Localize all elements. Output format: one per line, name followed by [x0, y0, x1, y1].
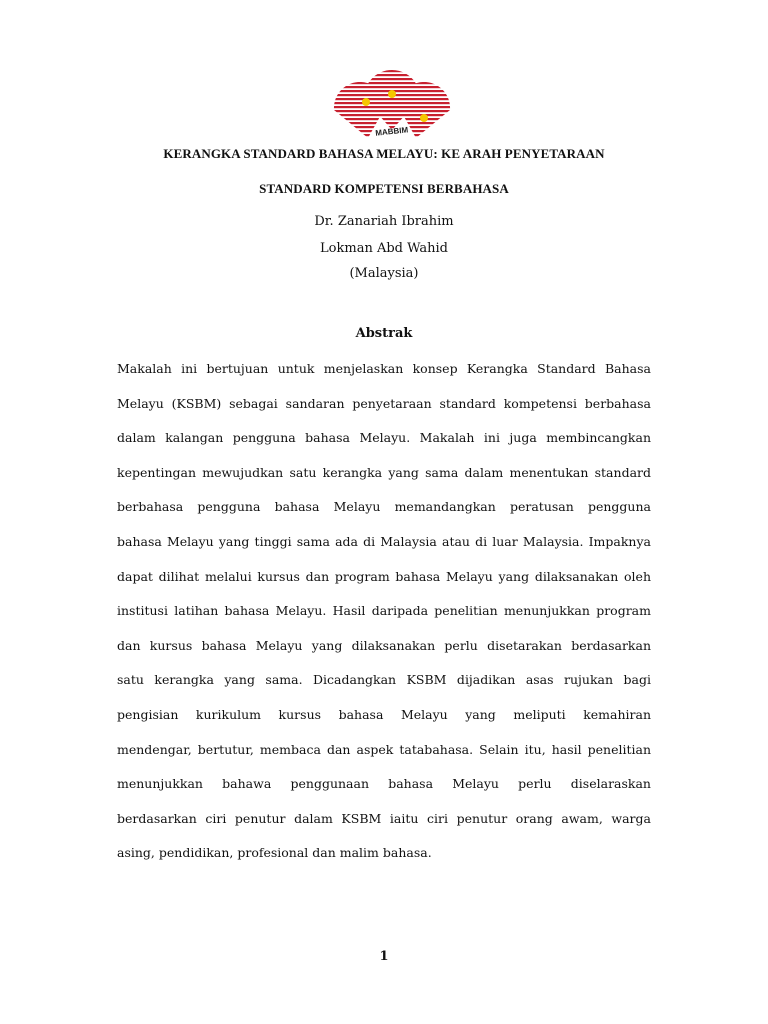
- abstract-line: dapat dilihat melalui kursus dan program bahasa Melayu yang dilaksanakan oleh: [117, 568, 651, 584]
- abstract-line: kepentingan mewujudkan satu kerangka yang sama dalam menentukan standard: [117, 464, 651, 480]
- abstract-body: [117, 358, 651, 877]
- page-number: 1: [379, 949, 389, 964]
- abstract-line: Melayu (KSBM) sebagai sandaran penyetaraan standard kompetensi berbahasa: [117, 395, 651, 411]
- abstract-line: Makalah ini bertujuan untuk menjelaskan konsep Kerangka Standard Bahasa: [117, 361, 651, 376]
- author-country: (Malaysia): [349, 266, 419, 281]
- logo-dot-right: [420, 114, 428, 122]
- abstract-line: mendengar, bertutur, membaca dan aspek tatabahasa. Selain itu, hasil penelitian: [117, 741, 651, 757]
- abstract-line: berbahasa pengguna bahasa Melayu memandangkan peratusan pengguna: [117, 499, 651, 515]
- abstract-line: dan kursus bahasa Melayu yang dilaksanakan perlu disetarakan berdasarkan: [117, 637, 651, 653]
- author-2: Lokman Abd Wahid: [320, 241, 448, 256]
- abstract-line: satu kerangka yang sama. Dicadangkan KSBM dijadikan asas rujukan bagi: [117, 672, 651, 688]
- abstract-line: menunjukkan bahawa penggunaan bahasa Melayu perlu diselaraskan: [117, 776, 651, 792]
- logo-dot-center: [388, 90, 396, 98]
- logo-text: MABBIM: [374, 125, 409, 138]
- mabbim-logo: [330, 66, 454, 146]
- logo-dot-left: [362, 98, 370, 106]
- title-line-2: STANDARD KOMPETENSI BERBAHASA: [259, 181, 509, 196]
- abstract-line: pengisian kurikulum kursus bahasa Melayu yang meliputi kemahiran: [117, 706, 651, 722]
- abstract-line: asing, pendidikan, profesional dan malim bahasa.: [117, 845, 432, 861]
- abstract-line: berdasarkan ciri penutur dalam KSBM iaitu ciri penutur orang awam, warga: [117, 810, 651, 826]
- author-1: Dr. Zanariah Ibrahim: [314, 214, 454, 229]
- abstract-heading: Abstrak: [355, 326, 413, 341]
- title-line-1: KERANGKA STANDARD BAHASA MELAYU: KE ARAH PENYETARAAN: [163, 146, 605, 161]
- abstract-line: institusi latihan bahasa Melayu. Hasil daripada penelitian menunjukkan program: [117, 603, 651, 619]
- abstract-line: bahasa Melayu yang tinggi sama ada di Malaysia atau di luar Malaysia. Impaknya: [117, 533, 651, 549]
- abstract-line: dalam kalangan pengguna bahasa Melayu. Makalah ini juga membincangkan: [117, 430, 651, 446]
